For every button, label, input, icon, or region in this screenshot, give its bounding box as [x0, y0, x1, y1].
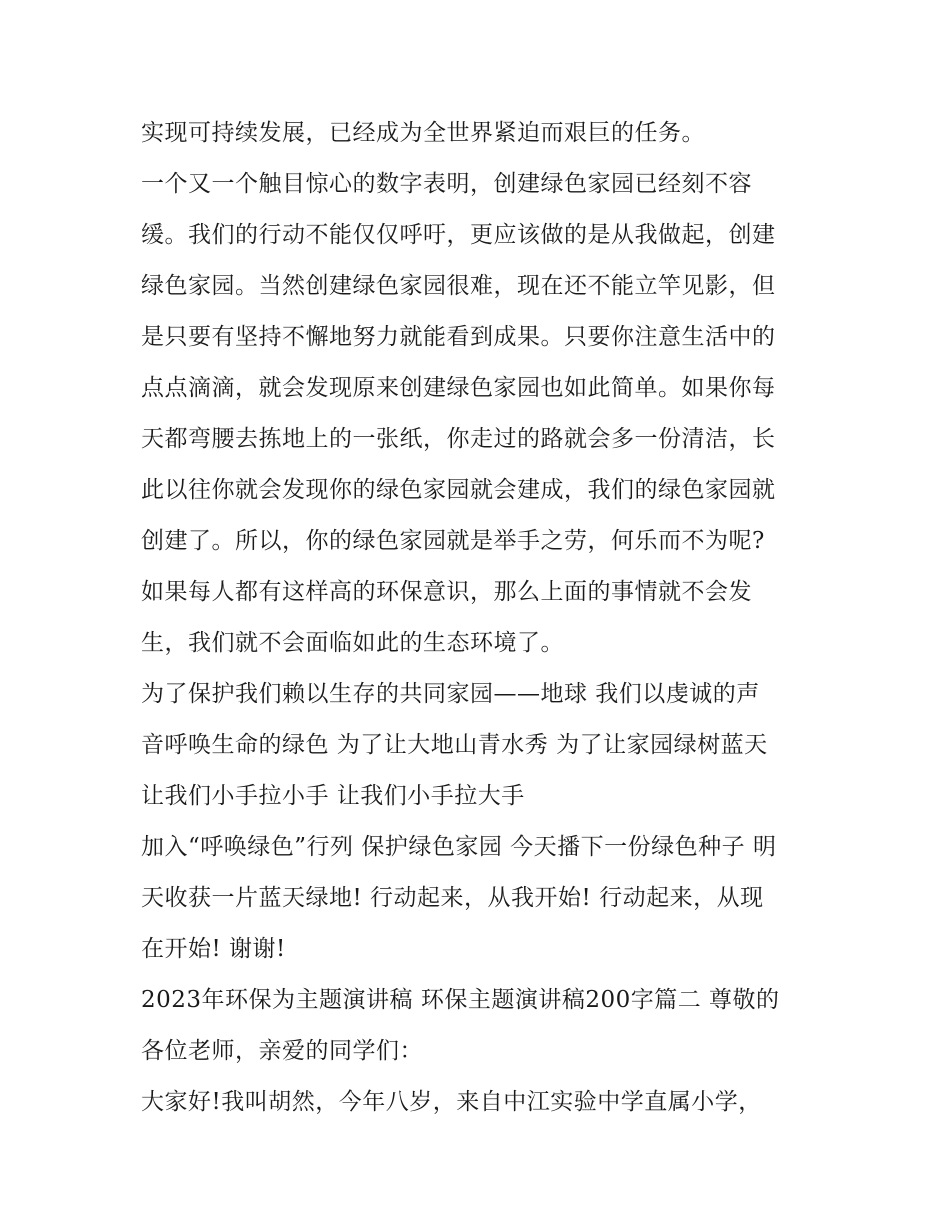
text-line: 实现可持续发展，已经成为全世界紧迫而艰巨的任务。 [141, 120, 705, 146]
text-line: 加入“呼唤绿色”行列 保护绿色家园 今天播下一份绿色种子 明 [141, 834, 777, 860]
text-line: 生，我们就不会面临如此的生态环境了。 [141, 630, 564, 656]
text-line: 让我们小手拉小手 让我们小手拉大手 [141, 783, 525, 809]
text-line: 天都弯腰去拣地上的一张纸，你走过的路就会多一份清洁，长 [141, 426, 776, 452]
text-line: 大家好!我叫胡然，今年八岁，来自中江实验中学直属小学， [141, 1089, 762, 1115]
text-line: 如果每人都有这样高的环保意识，那么上面的事情就不会发 [141, 579, 752, 605]
text-line: 绿色家园。当然创建绿色家园很难，现在还不能立竿见影，但 [141, 273, 776, 299]
text-line: 创建了。所以，你的绿色家园就是举手之劳，何乐而不为呢? [141, 528, 765, 554]
text-line: 音呼唤生命的绿色 为了让大地山青水秀 为了让家园绿树蓝天 [141, 732, 768, 758]
text-line: 此以往你就会发现你的绿色家园就会建成，我们的绿色家园就 [141, 477, 776, 503]
document-body [141, 108, 821, 1128]
text-line: 各位老师，亲爱的同学们： [141, 1038, 423, 1064]
text-line: 点点滴滴，就会发现原来创建绿色家园也如此简单。如果你每 [141, 375, 776, 401]
text-line: 是只要有坚持不懈地努力就能看到成果。只要你注意生活中的 [141, 324, 776, 350]
text-line: 天收获一片蓝天绿地! 行动起来，从我开始! 行动起来，从现 [141, 885, 764, 911]
text-line: 缓。我们的行动不能仅仅呼吁，更应该做的是从我做起，创建 [141, 222, 776, 248]
text-line: 一个又一个触目惊心的数字表明，创建绿色家园已经刻不容 [141, 171, 752, 197]
text-line: 在开始! 谢谢! [141, 936, 286, 962]
text-line: 2023年环保为主题演讲稿 环保主题演讲稿200字篇二 尊敬的 [141, 987, 780, 1013]
text-line: 为了保护我们赖以生存的共同家园——地球 我们以虔诚的声 [141, 681, 760, 707]
